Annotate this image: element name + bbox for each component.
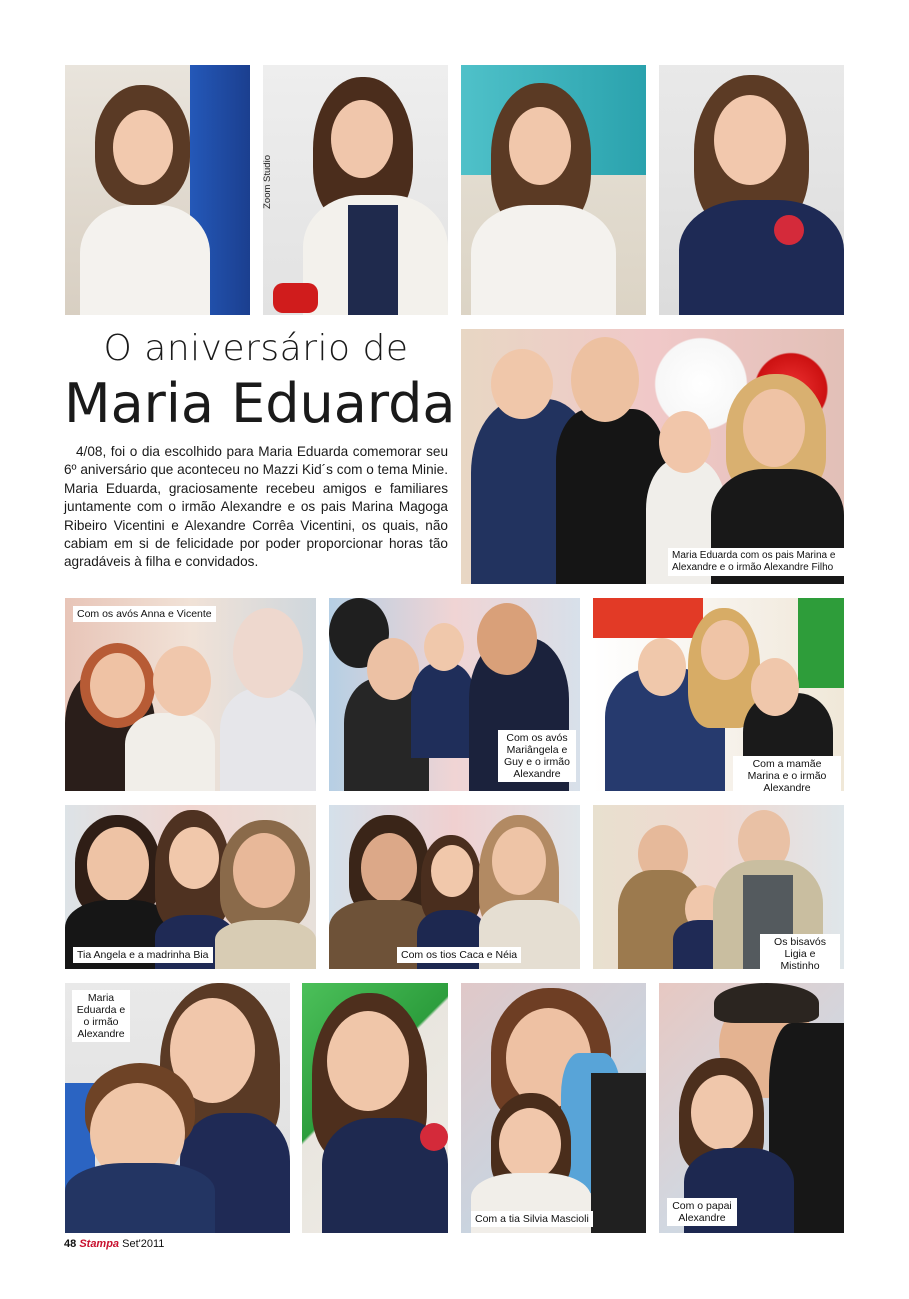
- photo-girl-white-coat-3: [461, 65, 646, 315]
- photo-girl-white-coat-2: [263, 65, 448, 315]
- article-title-line2: Maria Eduarda: [64, 372, 456, 435]
- caption-grandparents-mariangela: Com os avós Mariângela e Guy e o irmão Alexandre: [498, 730, 576, 782]
- photo-credit: Zoom Studio: [262, 155, 273, 209]
- article-title-line1: O aniversário de: [103, 328, 409, 369]
- caption-great-grandparents: Os bisavós Ligia e Mistinho: [760, 934, 840, 974]
- photo-aunt-angela: [65, 805, 316, 969]
- caption-mother: Com a mamãe Marina e o irmão Alexandre: [733, 756, 841, 796]
- caption-uncles: Com os tios Caca e Néia: [397, 947, 521, 963]
- magazine-name: Stampa: [79, 1238, 120, 1250]
- page-footer: [64, 1238, 164, 1250]
- caption-brother: Maria Eduarda e o irmão Alexandre: [72, 990, 130, 1042]
- caption-parents: Maria Eduarda com os pais Marina e Alexandre e o irmão Alexandre Filho: [668, 548, 844, 576]
- photo-father: [659, 983, 844, 1233]
- photo-girl-smiling: [659, 65, 844, 315]
- photo-uncles: [329, 805, 580, 969]
- caption-grandparents-anna: Com os avós Anna e Vicente: [73, 606, 216, 622]
- issue-date: Set'2011: [122, 1238, 165, 1250]
- caption-father: Com o papai Alexandre: [667, 1198, 737, 1226]
- photo-girl-white-coat-1: [65, 65, 250, 315]
- caption-aunt-angela: Tia Angela e a madrinha Bia: [73, 947, 213, 963]
- page-number: 48: [64, 1238, 77, 1250]
- photo-grandparents-anna: [65, 598, 316, 791]
- article-body: 4/08, foi o dia escolhido para Maria Eduarda comemorar seu 6º aniversário que aconteceu no Mazzi Kid´s com o tema Minie. Maria Eduarda, graciosamente recebeu amigos e familiares juntamente com o irmão Alexandre e os pais Marina Magoga Ribeiro Vicentini e Alexandre Corrêa Vicentini, os quais, não cabiam em si de felicidade por poder proporcionar horas tão agradáveis à filha e convidados.: [64, 444, 448, 570]
- caption-aunt-silvia: Com a tia Silvia Mascioli: [471, 1211, 593, 1227]
- photo-aunt-silvia: [461, 983, 646, 1233]
- photo-parents: [461, 329, 844, 584]
- photo-girl-portrait: [302, 983, 448, 1233]
